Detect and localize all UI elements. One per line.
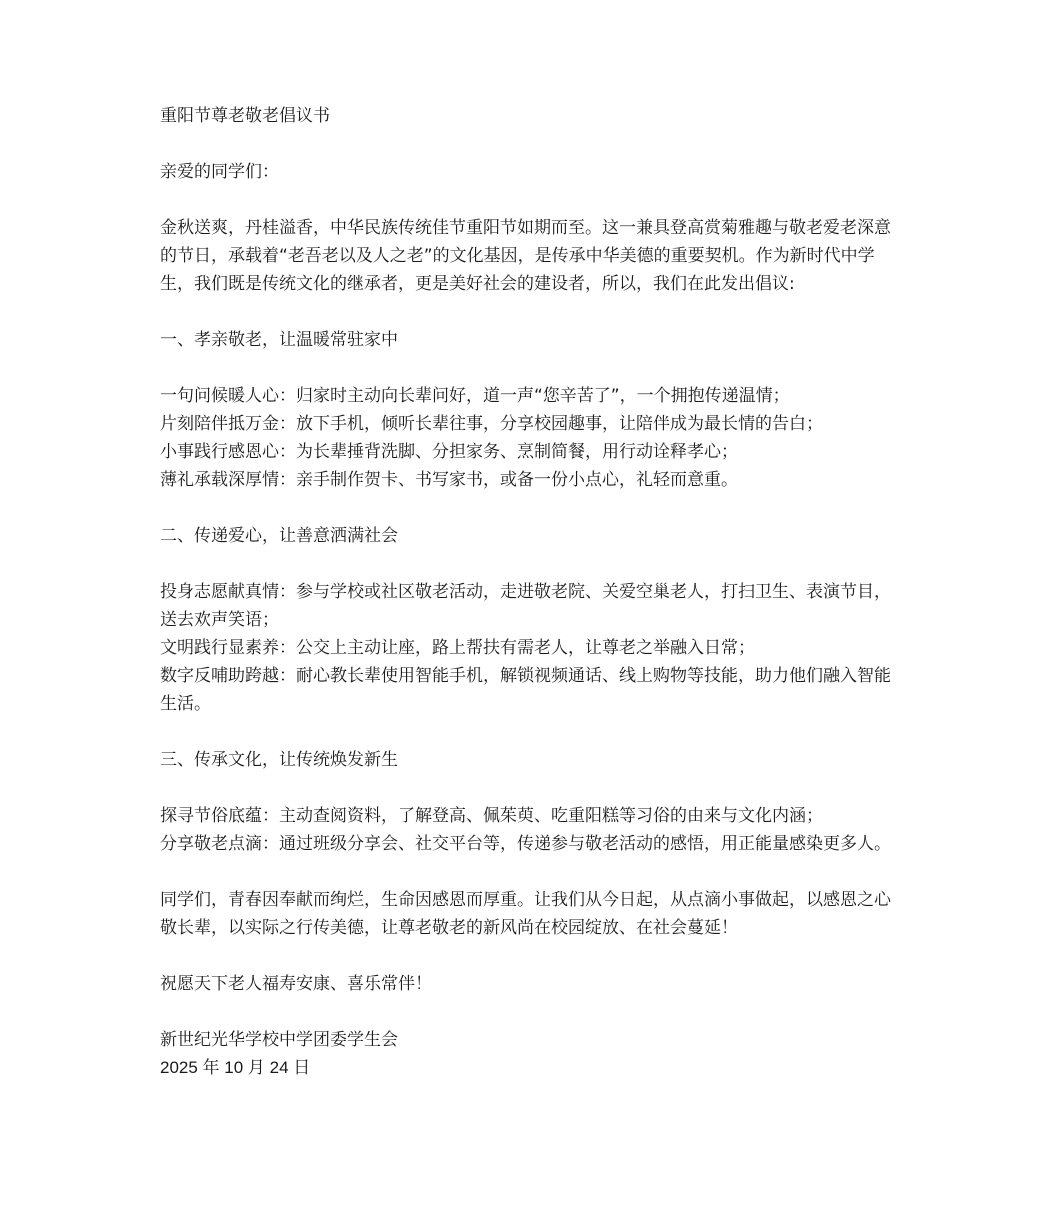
list-item: 数字反哺助跨越：耐心教长辈使用智能手机，解锁视频通话、线上购物等技能，助力他们融入智能生活。	[160, 666, 891, 714]
list-item: 薄礼承载深厚情：亲手制作贺卡、书写家书，或备一份小点心，礼轻而意重。	[160, 470, 738, 490]
list-item: 分享敬老点滴：通过班级分享会、社交平台等，传递参与敬老活动的感悟，用正能量感染更多人。	[160, 834, 891, 854]
document-title: 重阳节尊老敬老倡议书	[160, 106, 330, 126]
list-item: 探寻节俗底蕴：主动查阅资料，了解登高、佩茱萸、吃重阳糕等习俗的由来与文化内涵；	[160, 806, 823, 826]
intro-paragraph: 金秋送爽，丹桂溢香，中华民族传统佳节重阳节如期而至。这一兼具登高赏菊雅趣与敬老爱老深意的节日，承载着“老吾老以及人之老”的文化基因，是传承中华美德的重要契机。作为新时代中学生，我们既是传统文化的继承者，更是美好社会的建设者，所以，我们在此发出倡议:	[160, 218, 891, 294]
greeting: 亲爱的同学们：	[160, 162, 279, 182]
date: 2025 年 10 月 24 日	[160, 1058, 311, 1077]
section-heading: 一、孝亲敬老，让温暖常驻家中	[160, 330, 398, 350]
list-item: 小事践行感恩心：为长辈捶背洗脚、分担家务、烹制简餐，用行动诠释孝心；	[160, 442, 738, 462]
section-heading: 二、传递爱心，让善意洒满社会	[160, 526, 398, 546]
list-item: 投身志愿献真情：参与学校或社区敬老活动，走进敬老院、关爱空巢老人，打扫卫生、表演节目，送去欢声笑语；	[160, 582, 891, 630]
list-item: 一句问候暖人心：归家时主动向长辈问好，道一声“您辛苦了”，一个拥抱传递温情；	[160, 386, 790, 406]
document-body	[160, 102, 900, 1082]
wish-line: 祝愿天下老人福寿安康、喜乐常伴！	[160, 974, 432, 994]
list-item: 片刻陪伴抵万金：放下手机，倾听长辈往事，分享校园趣事，让陪伴成为最长情的告白；	[160, 414, 823, 434]
list-item: 文明践行显素养：公交上主动让座，路上帮扶有需老人，让尊老之举融入日常；	[160, 638, 755, 658]
section-heading: 三、传承文化，让传统焕发新生	[160, 750, 398, 770]
closing-paragraph: 同学们，青春因奉献而绚烂，生命因感恩而厚重。让我们从今日起，从点滴小事做起，以感恩之心敬长辈，以实际之行传美德，让尊老敬老的新风尚在校园绽放、在社会蔓延！	[160, 890, 891, 938]
signature: 新世纪光华学校中学团委学生会	[160, 1030, 398, 1050]
